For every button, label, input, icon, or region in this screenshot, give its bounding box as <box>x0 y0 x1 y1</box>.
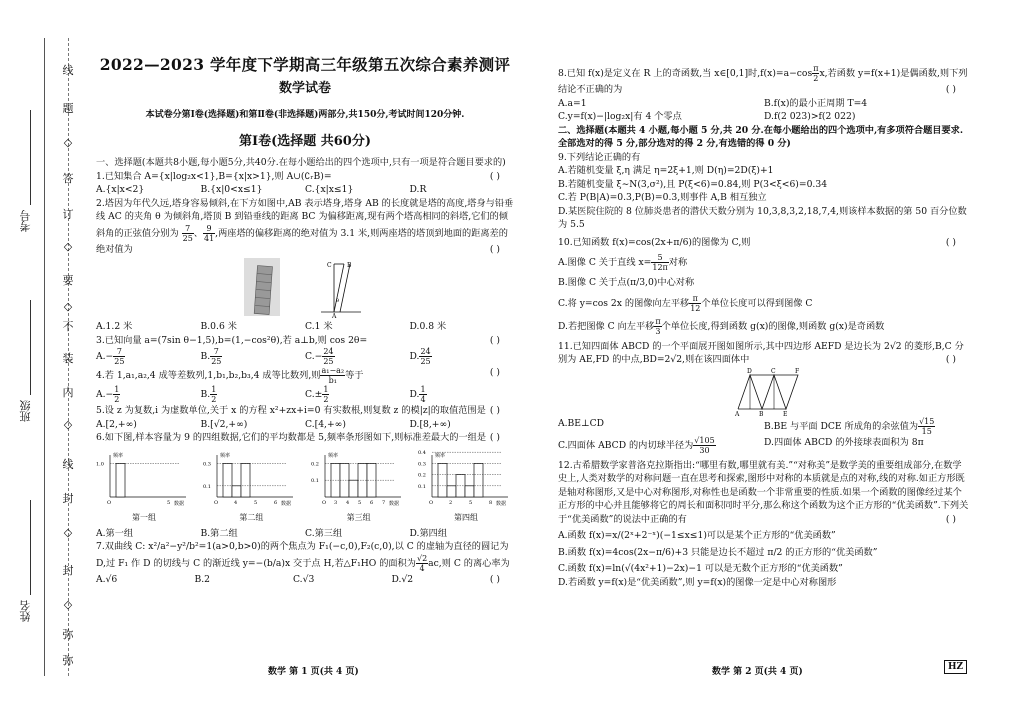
exam-id-label: 考号 <box>19 210 32 232</box>
question-5: 5.设 z 为复数,i 为虚数单位,关于 x 的方程 x²+zx+i=0 有实数根,则复数 z 的模|z|的取值范围是 ( ) <box>96 405 500 416</box>
option-a[interactable]: A.图像 C 关于直线 x= $\frac{5}{12\pi}$ 对称 <box>558 253 688 272</box>
chart-bar <box>349 480 358 497</box>
question-10: 10.已知函数 f(x)=cos(2x+π/6)的图像为 C,则 ( ) <box>558 236 956 248</box>
question-5-options <box>96 418 514 432</box>
option-c[interactable]: C.{x|x≤1} <box>305 184 354 195</box>
x-axis-label: 数据 <box>388 500 399 507</box>
label-c: C <box>771 367 776 375</box>
option-d[interactable]: D.第四组 <box>409 527 448 539</box>
option-c[interactable]: C.将 y=cos 2x 的图像向左平移 $\frac{\pi}{12}$ 个单位长度可以得到图像 C <box>558 293 813 313</box>
label-f: F <box>795 367 800 375</box>
answer-paren: ( ) <box>489 170 500 182</box>
binding-char: 订 <box>62 208 74 221</box>
question-3: ( ) 3.已知向量 a=(7sin θ−1,5),b=(1,−cos²θ),若 a⊥b,则 cos 2θ= <box>96 334 500 346</box>
label-a: A <box>332 313 337 318</box>
exam-title: 2022—2023 学年度下学期高三年级第五次综合素养测评 <box>99 55 511 74</box>
binding-char: ◇ <box>63 418 73 431</box>
chart-caption: 第四组 <box>453 513 478 522</box>
binding-char: 封 <box>62 492 74 505</box>
page-1-column <box>96 55 514 586</box>
frequency-charts <box>96 449 514 525</box>
x-tick-label: 7 <box>381 499 385 506</box>
frequency-chart <box>96 449 192 525</box>
option-a[interactable]: A.1.2 米 <box>96 321 133 332</box>
question-6: 6.如下图,样本容量为 9 的四组数据,它们的平均数都是 5,频率条形图如下,则标准差最大的一组是 ( ) <box>96 432 500 443</box>
chart-bar <box>447 485 456 496</box>
question-1: ( ) 1.已知集合 A={x|log₂x<1},B={x|x>1},则 A∪(∁ᵣB)= <box>96 170 500 182</box>
question-8-options-row-2 <box>558 110 970 124</box>
x-axis-label: 数据 <box>174 500 185 507</box>
y-tick-label: 0.1 <box>203 483 212 490</box>
label-e: E <box>783 410 788 417</box>
option-a[interactable]: A.− $\frac{7}{25}$ <box>96 347 125 366</box>
x-axis-label: 数据 <box>281 500 292 507</box>
x-tick-label: 8 <box>488 499 493 506</box>
question-4-options <box>96 385 514 404</box>
bar-chart <box>418 449 514 507</box>
y-tick-label: 0.3 <box>203 460 212 467</box>
option-b[interactable]: B.0.6 米 <box>200 321 237 332</box>
binding-char: 装 <box>62 352 74 365</box>
binding-strip <box>0 0 82 714</box>
exam-id-field[interactable] <box>30 110 31 205</box>
section-heading: 第Ⅰ卷(选择题 共60分) <box>239 133 371 149</box>
label-a: A <box>735 410 740 417</box>
binding-char: ◇ <box>63 240 73 253</box>
fraction: $\frac{9}{41}$ <box>203 223 215 243</box>
y-tick-label: 0.3 <box>417 460 426 467</box>
binding-char: 要 <box>62 274 74 287</box>
option-c[interactable]: C.函数 f(x)=ln(√(4x²+1)−2x)−1 可以是无数个正方形的“优美函数” <box>558 563 843 574</box>
question-3-options <box>96 347 514 366</box>
chart-bar <box>438 463 447 497</box>
class-label: 班级 <box>19 400 32 422</box>
option-b[interactable]: B.BE 与平面 DCE 所成角的余弦值为 $\frac{√15}{15}$ <box>764 416 935 436</box>
y-tick-label: 0.4 <box>417 449 426 456</box>
binding-char: ◇ <box>63 526 73 539</box>
y-tick-label: 0.1 <box>417 483 426 490</box>
question-4: ( ) 4.若 1,a₁,a₂,4 成等差数列,1,b₁,b₂,b₃,4 成等比数列,则 $\frac{\text{a₁−a₂}}{\text{b₁}}$ 等于 <box>96 366 500 385</box>
option-d[interactable]: D. $\frac{1}{4}$ <box>409 385 426 404</box>
question-2-figures <box>96 258 514 318</box>
question-8: 8.已知 f(x)是定义在 R 上的奇函数,当 x∈[0,1]时,f(x)=a−cos $\frac{\pi}{2}$ x,若函数 y=f(x+1)是偶函数,则下列结论不正确的为 ( ) <box>558 64 968 95</box>
option-d[interactable]: D.√2 <box>391 573 414 585</box>
binding-line <box>44 38 45 676</box>
chart-bar <box>116 463 125 497</box>
option-d[interactable]: D.某医院住院的 8 位肺炎患者的潜伏天数分别为 10,3,8,3,2,18,7,4,则该样本数据的第 50 百分位数为 5.5 <box>558 205 967 230</box>
exam-subtitle: 数学试卷 <box>278 80 331 96</box>
chart-bar <box>223 463 232 497</box>
option-c[interactable]: C.y=f(x)−|log₂x|有 4 个零点 <box>558 111 682 122</box>
chart-caption: 第二组 <box>239 513 264 522</box>
question-7: 7.双曲线 C: x²/a²−y²/b²=1(a>0,b>0)的两个焦点为 F₁(−c,0),F₂(c,0),以 C 的虚轴为直径的圆记为 D,过 F₁ 作 D 的切线与 C 的渐近线 y=−(b/a)x 交于点 H,若△F₁HO 的面积为 $\frac{√2}{4}$ ac,则 C 的离心率为 ( ) <box>96 541 510 585</box>
question-12: 12.古希腊数学家普洛克拉斯指出:“哪里有数,哪里就有美.”“对称美”是数学美的重要组成部分,在数学史上,人类对数学的对称问题一直在思考和探索,图形中对称的本质就是点的对称,线的对称.如正方形既是轴对称图形,又是中心对称图形,对称性也是函数一个非常重要的性质.如果一个函数的图像经过某个正方形的中心并且能够将它的周长和面积同时平分,那么称这个函数为这个正方形的“优美函数”.下列关于“优美函数”的说法中正确的有 ( ) <box>558 459 969 525</box>
binding-char: 封 <box>62 564 74 577</box>
option-a[interactable]: A.BE⊥CD <box>558 417 605 429</box>
x-tick-label: 5 <box>357 499 361 506</box>
option-c[interactable]: C.− $\frac{24}{25}$ <box>305 347 334 366</box>
option-a[interactable]: A.若随机变量 ξ,η 满足 η=2ξ+1,则 D(η)=2D(ξ)+1 <box>558 165 774 176</box>
x-tick-label: 6 <box>274 499 278 506</box>
frequency-chart <box>203 449 299 525</box>
question-7-options <box>96 573 490 587</box>
option-d[interactable]: D. $\frac{24}{25}$ <box>409 347 431 366</box>
net-diagram <box>724 367 804 417</box>
label-d: D <box>747 367 752 375</box>
question-11-options-row-2 <box>558 436 970 455</box>
chart-caption: 第三组 <box>346 513 371 522</box>
label-theta: θ <box>336 298 340 304</box>
x-axis-label: 数据 <box>495 500 506 507</box>
x-tick-label: 5 <box>468 499 473 506</box>
chart-caption: 第一组 <box>132 513 156 522</box>
binding-char: ◇ <box>63 300 73 313</box>
chart-bar <box>465 485 474 496</box>
name-label: 姓名 <box>19 600 32 622</box>
option-a[interactable]: A.函数 f(x)=x/(2ˣ+2⁻ˣ)(−1≤x≤1)可以是某个正方形的“优美函数” <box>558 530 836 541</box>
option-b[interactable]: B.第二组 <box>200 527 238 539</box>
x-tick-label: O <box>107 499 112 506</box>
binding-char: 内 <box>62 386 74 399</box>
page-2-footer: 数学 第 2 页(共 4 页) <box>712 667 803 677</box>
chart-bar <box>474 463 483 497</box>
tower-photo <box>244 258 280 316</box>
option-b[interactable]: B.若随机变量 ξ∼N(3,σ²),且 P(ξ<6)=0.84,则 P(3<ξ<6)=0.34 <box>558 178 828 190</box>
question-11: 11.已知四面体 ABCD 的一个平面展开图如图所示,其中四边形 AEFD 是边长为 2√2 的菱形,B,C 分别为 AE,FD 的中点,BD=2√2,则在该四面体中 ( ) <box>558 340 964 365</box>
question-2-options <box>96 320 514 334</box>
option-d[interactable]: D.四面体 ABCD 的外接球表面积为 8π <box>764 436 924 448</box>
x-tick-label: O <box>214 499 219 506</box>
y-tick-label: 0.2 <box>310 460 319 467</box>
option-d[interactable]: D.f(2 023)>f(2 022) <box>764 111 856 122</box>
option-c[interactable]: C.四面体 ABCD 的内切球半径为 $\frac{√105}{30}$ <box>558 435 715 455</box>
option-d[interactable]: D.0.8 米 <box>409 321 447 332</box>
option-d[interactable]: D.若把图像 C 向左平移 $\frac{\pi}{3}$ 个单位长度,得到函数 g(x)的图像,则函数 g(x)是奇函数 <box>558 316 885 336</box>
bar-chart <box>96 449 192 507</box>
option-b[interactable]: B.{x|0<x≤1} <box>200 184 263 195</box>
frequency-chart <box>418 449 514 525</box>
class-field[interactable] <box>30 300 31 395</box>
option-a[interactable]: A.{x|x<2} <box>96 184 145 195</box>
binding-char: 弥 <box>62 654 74 667</box>
exam-notice: 本试卷分第Ⅰ卷(选择题)和第Ⅱ卷(非选择题)两部分,共150分,考试时间120分钟. <box>145 110 465 120</box>
label-b: B <box>759 410 764 417</box>
option-a[interactable]: A.第一组 <box>96 527 134 539</box>
name-field[interactable] <box>30 500 31 595</box>
section-2-heading: 二、选择题(本题共 4 小题,每小题 5 分,共 20 分.在每小题给出的四个选项中,有多项符合题目要求.全部选对的得 5 分,部分选对的得 2 分,有选错的得 0 分) <box>558 124 964 149</box>
option-b[interactable]: B.2 <box>194 573 211 585</box>
question-8-options-row-1 <box>558 97 970 111</box>
option-c[interactable]: C.1 米 <box>305 321 333 332</box>
x-tick-label: O <box>321 499 326 506</box>
option-c[interactable]: C.± $\frac{1}{2}$ <box>305 385 329 404</box>
bar-chart <box>203 449 299 507</box>
x-tick-label: 5 <box>254 499 258 506</box>
option-c[interactable]: C.若 P(B|A)=0.3,P(B)=0.3,则事件 A,B 相互独立 <box>558 192 767 203</box>
x-tick-label: 5 <box>167 499 171 506</box>
binding-char: 题 <box>62 102 74 115</box>
publisher-badge: HZ <box>944 660 967 674</box>
option-a[interactable]: A.− $\frac{1}{2}$ <box>96 385 120 404</box>
y-tick-label: 0.2 <box>417 472 426 479</box>
option-a[interactable]: A.√6 <box>96 573 118 585</box>
option-b[interactable]: B.函数 f(x)=4cos(2x−π/6)+3 只能是边长不超过 π/2 的正方形的“优美函数” <box>558 546 878 558</box>
chart-bar <box>232 485 241 496</box>
page-1-footer: 数学 第 1 页(共 4 页) <box>268 667 359 677</box>
x-tick-label: O <box>428 499 434 506</box>
x-tick-label: 4 <box>345 499 349 506</box>
label-b: B <box>347 262 352 269</box>
option-d[interactable]: D.R <box>409 184 427 195</box>
y-axis-label: 频率 <box>434 452 445 459</box>
binding-char: 不 <box>62 320 74 333</box>
x-tick-label: 2 <box>448 499 453 506</box>
option-c[interactable]: C.√3 <box>292 573 315 585</box>
frequency-chart <box>311 449 407 525</box>
option-a[interactable]: A.[2,+∞) <box>96 418 137 430</box>
binding-char: 弥 <box>62 628 74 641</box>
question-6-options <box>96 527 514 541</box>
binding-char: 线 <box>62 64 74 77</box>
y-axis-label: 频率 <box>113 452 124 459</box>
x-tick-label: 6 <box>369 499 373 506</box>
option-b[interactable]: B.[√2,+∞) <box>200 418 248 430</box>
label-c: C <box>327 262 332 269</box>
y-tick-label: 0.1 <box>310 477 319 484</box>
question-11-options-row-1 <box>558 417 970 436</box>
chart-bar <box>241 463 250 497</box>
option-b[interactable]: B.f(x)的最小正周期 T=4 <box>764 97 868 109</box>
option-a[interactable]: A.a=1 <box>558 97 587 109</box>
binding-char: 线 <box>62 458 74 471</box>
option-d[interactable]: D.若函数 y=f(x)是“优美函数”,则 y=f(x)的图像一定是中心对称图形 <box>558 576 837 588</box>
question-1-options <box>96 183 514 197</box>
question-9: 9.下列结论正确的有 <box>558 151 641 163</box>
page-2-column <box>558 64 970 589</box>
binding-char: ◇ <box>63 598 73 611</box>
y-tick-label: 1.0 <box>96 460 104 467</box>
option-c[interactable]: C.第三组 <box>305 527 343 539</box>
question-11-figure <box>558 367 970 417</box>
option-c[interactable]: C.[4,+∞) <box>305 418 346 430</box>
fraction: $\frac{7}{25}$ <box>182 223 193 243</box>
binding-char: 答 <box>62 172 74 185</box>
option-b[interactable]: B.图像 C 关于点(π/3,0)中心对称 <box>558 277 695 288</box>
option-b[interactable]: B. $\frac{7}{25}$ <box>200 347 222 366</box>
tower-diagram <box>316 258 366 318</box>
y-axis-label: 频率 <box>220 452 231 459</box>
option-d[interactable]: D.[8,+∞) <box>409 418 451 430</box>
binding-char: ◇ <box>63 136 73 149</box>
x-tick-label: 3 <box>333 499 337 506</box>
question-2: 2.塔因为年代久远,塔身容易倾斜,在下方如图中,AB 表示塔身,塔身 AB 的长度就是塔的高度,塔身与铅垂线 AC 的夹角 θ 为倾斜角,塔顶 B 到铅垂线的距离 BC 为偏移距离,现有两个塔高相同的斜塔,它们的倾斜角的正弦值分别为 $\frac{7}{25}$ 、 $\frac{9}{41}$ ,两座塔的偏移距离的绝对值为 3.1 米,则两座塔的塔顶到地面的距离差的绝对值为 ( ) <box>96 197 514 255</box>
instructions: 一、选择题(本题共8小题,每小题5分,共40分.在每小题给出的四个选项中,只有一项是符合题目要求的) <box>96 157 506 168</box>
y-axis-label: 频率 <box>327 452 338 459</box>
option-b[interactable]: B. $\frac{1}{2}$ <box>200 385 217 404</box>
x-tick-label: 4 <box>234 499 238 506</box>
bar-chart <box>311 449 407 507</box>
